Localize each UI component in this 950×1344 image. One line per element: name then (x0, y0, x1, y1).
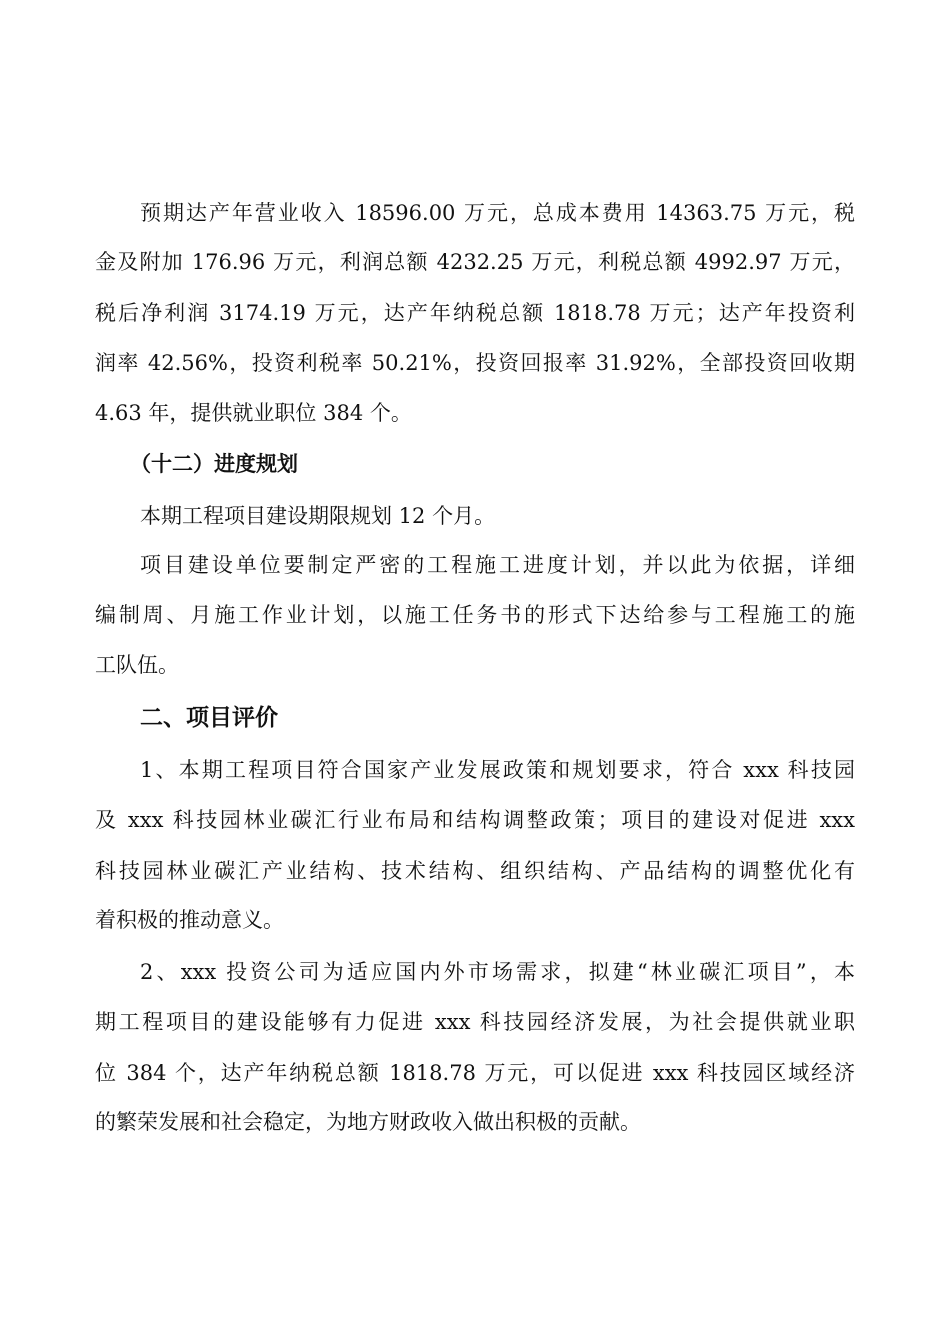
paragraph-line: 期工程项目的建设能够有力促进 xxx 科技园经济发展，为社会提供就业职 (95, 1010, 855, 1034)
paragraph-line: 1、本期工程项目符合国家产业发展政策和规划要求，符合 xxx 科技园 (140, 758, 855, 782)
paragraph-line: 金及附加 176.96 万元，利润总额 4232.25 万元，利税总额 4992.97 万元， (95, 250, 855, 274)
paragraph-line: 项目建设单位要制定严密的工程施工进度计划，并以此为依据，详细 (140, 553, 855, 577)
paragraph-line: 的繁荣发展和社会稳定，为地方财政收入做出积极的贡献。 (95, 1110, 641, 1134)
paragraph-line: 润率 42.56%，投资利税率 50.21%，投资回报率 31.92%，全部投资回收期 (95, 351, 855, 375)
paragraph-line: 位 384 个，达产年纳税总额 1818.78 万元，可以促进 xxx 科技园区域经济 (95, 1061, 855, 1085)
paragraph-line: 4.63 年，提供就业职位 384 个。 (95, 401, 412, 425)
paragraph-line: 及 xxx 科技园林业碳汇行业布局和结构调整政策；项目的建设对促进 xxx (95, 808, 855, 832)
paragraph-line: 工队伍。 (95, 653, 179, 677)
paragraph-line: 着积极的推动意义。 (95, 908, 284, 932)
paragraph-line: 税后净利润 3174.19 万元，达产年纳税总额 1818.78 万元；达产年投资利 (95, 301, 855, 325)
paragraph-line: 科技园林业碳汇产业结构、技术结构、组织结构、产品结构的调整优化有 (95, 859, 855, 883)
paragraph-line: 本期工程项目建设期限规划 12 个月。 (140, 504, 496, 528)
paragraph-line: 编制周、月施工作业计划，以施工任务书的形式下达给参与工程施工的施 (95, 603, 855, 627)
section-heading-project-evaluation: 二、项目评价 (140, 705, 278, 731)
paragraph-line: 2、xxx 投资公司为适应国内外市场需求，拟建“林业碳汇项目”，本 (140, 960, 855, 984)
paragraph-line: 预期达产年营业收入 18596.00 万元，总成本费用 14363.75 万元，税 (140, 201, 855, 225)
subheading-progress-plan: （十二）进度规划 (130, 452, 298, 476)
